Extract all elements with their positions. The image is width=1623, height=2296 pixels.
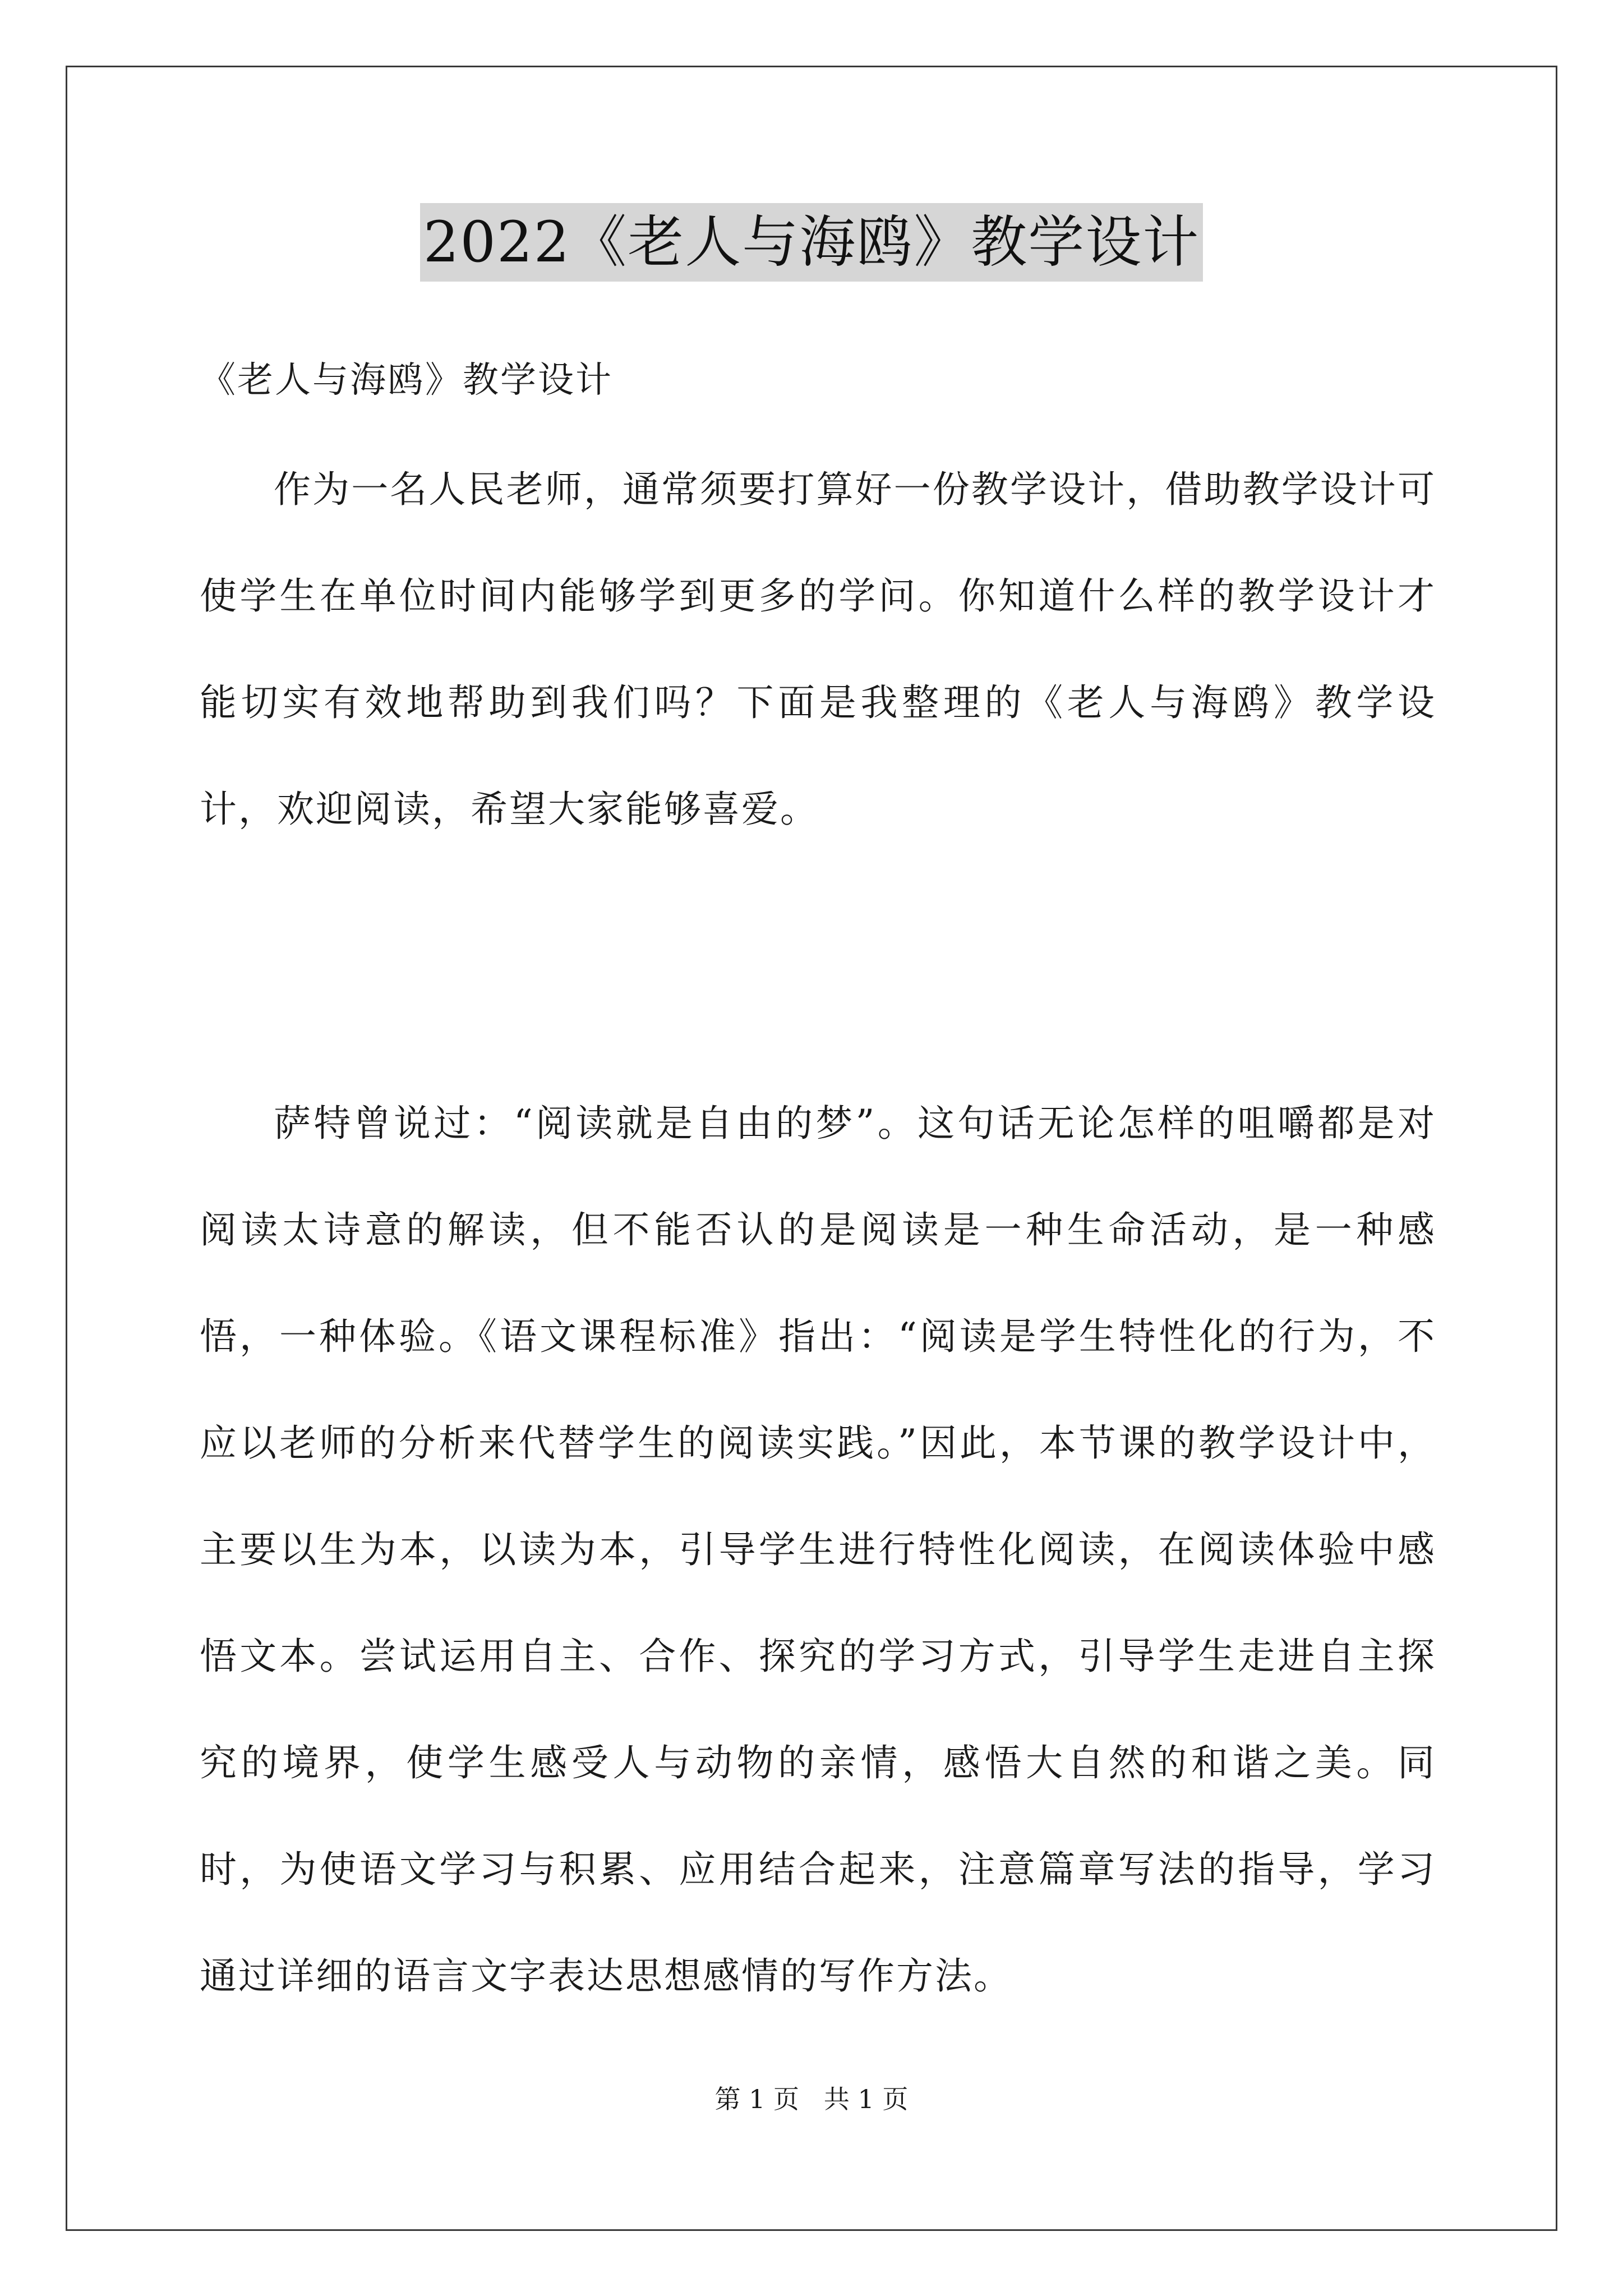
document-subtitle: 《老人与海鸥》教学设计 (200, 360, 613, 401)
paragraph-intro: 作为一名人民老师，通常须要打算好一份教学设计，借助教学设计可使学生在单位时间内能够学到更多的学问。你知道什么样的教学设计才能切实有效地帮助到我们吗？下面是我整理的《老人与海鸥》教学设计，欢迎阅读，希望大家能够喜爱。 (200, 468, 1436, 831)
paragraph-body: 萨特曾说过：“阅读就是自由的梦”。这句话无论怎样的咀嚼都是对阅读太诗意的解读，但不能否认的是阅读是一种生命活动，是一种感悟，一种体验。《语文课程标准》指出：“阅读是学生特性化的行为，不应以老师的分析来代替学生的阅读实践。”因此，本节课的教学设计中，主要以生为本，以读为本，引导学生进行特性化阅读，在阅读体验中感悟文本。尝试运用自主、合作、探究的学习方式，引导学生走进自主探究的境界，使学生感受人与动物的亲情，感悟大自然的和谐之美。同时，为使语文学习与积累、应用结合起来，注意篇章写法的指导，学习通过详细的语言文字表达思想感情的写作方法。 (200, 1102, 1436, 1998)
document-title: 2022《老人与海鸥》教学设计 (420, 203, 1204, 282)
title-container (0, 203, 1623, 282)
page-footer: 第 1 页 共 1 页 (714, 2084, 909, 2114)
